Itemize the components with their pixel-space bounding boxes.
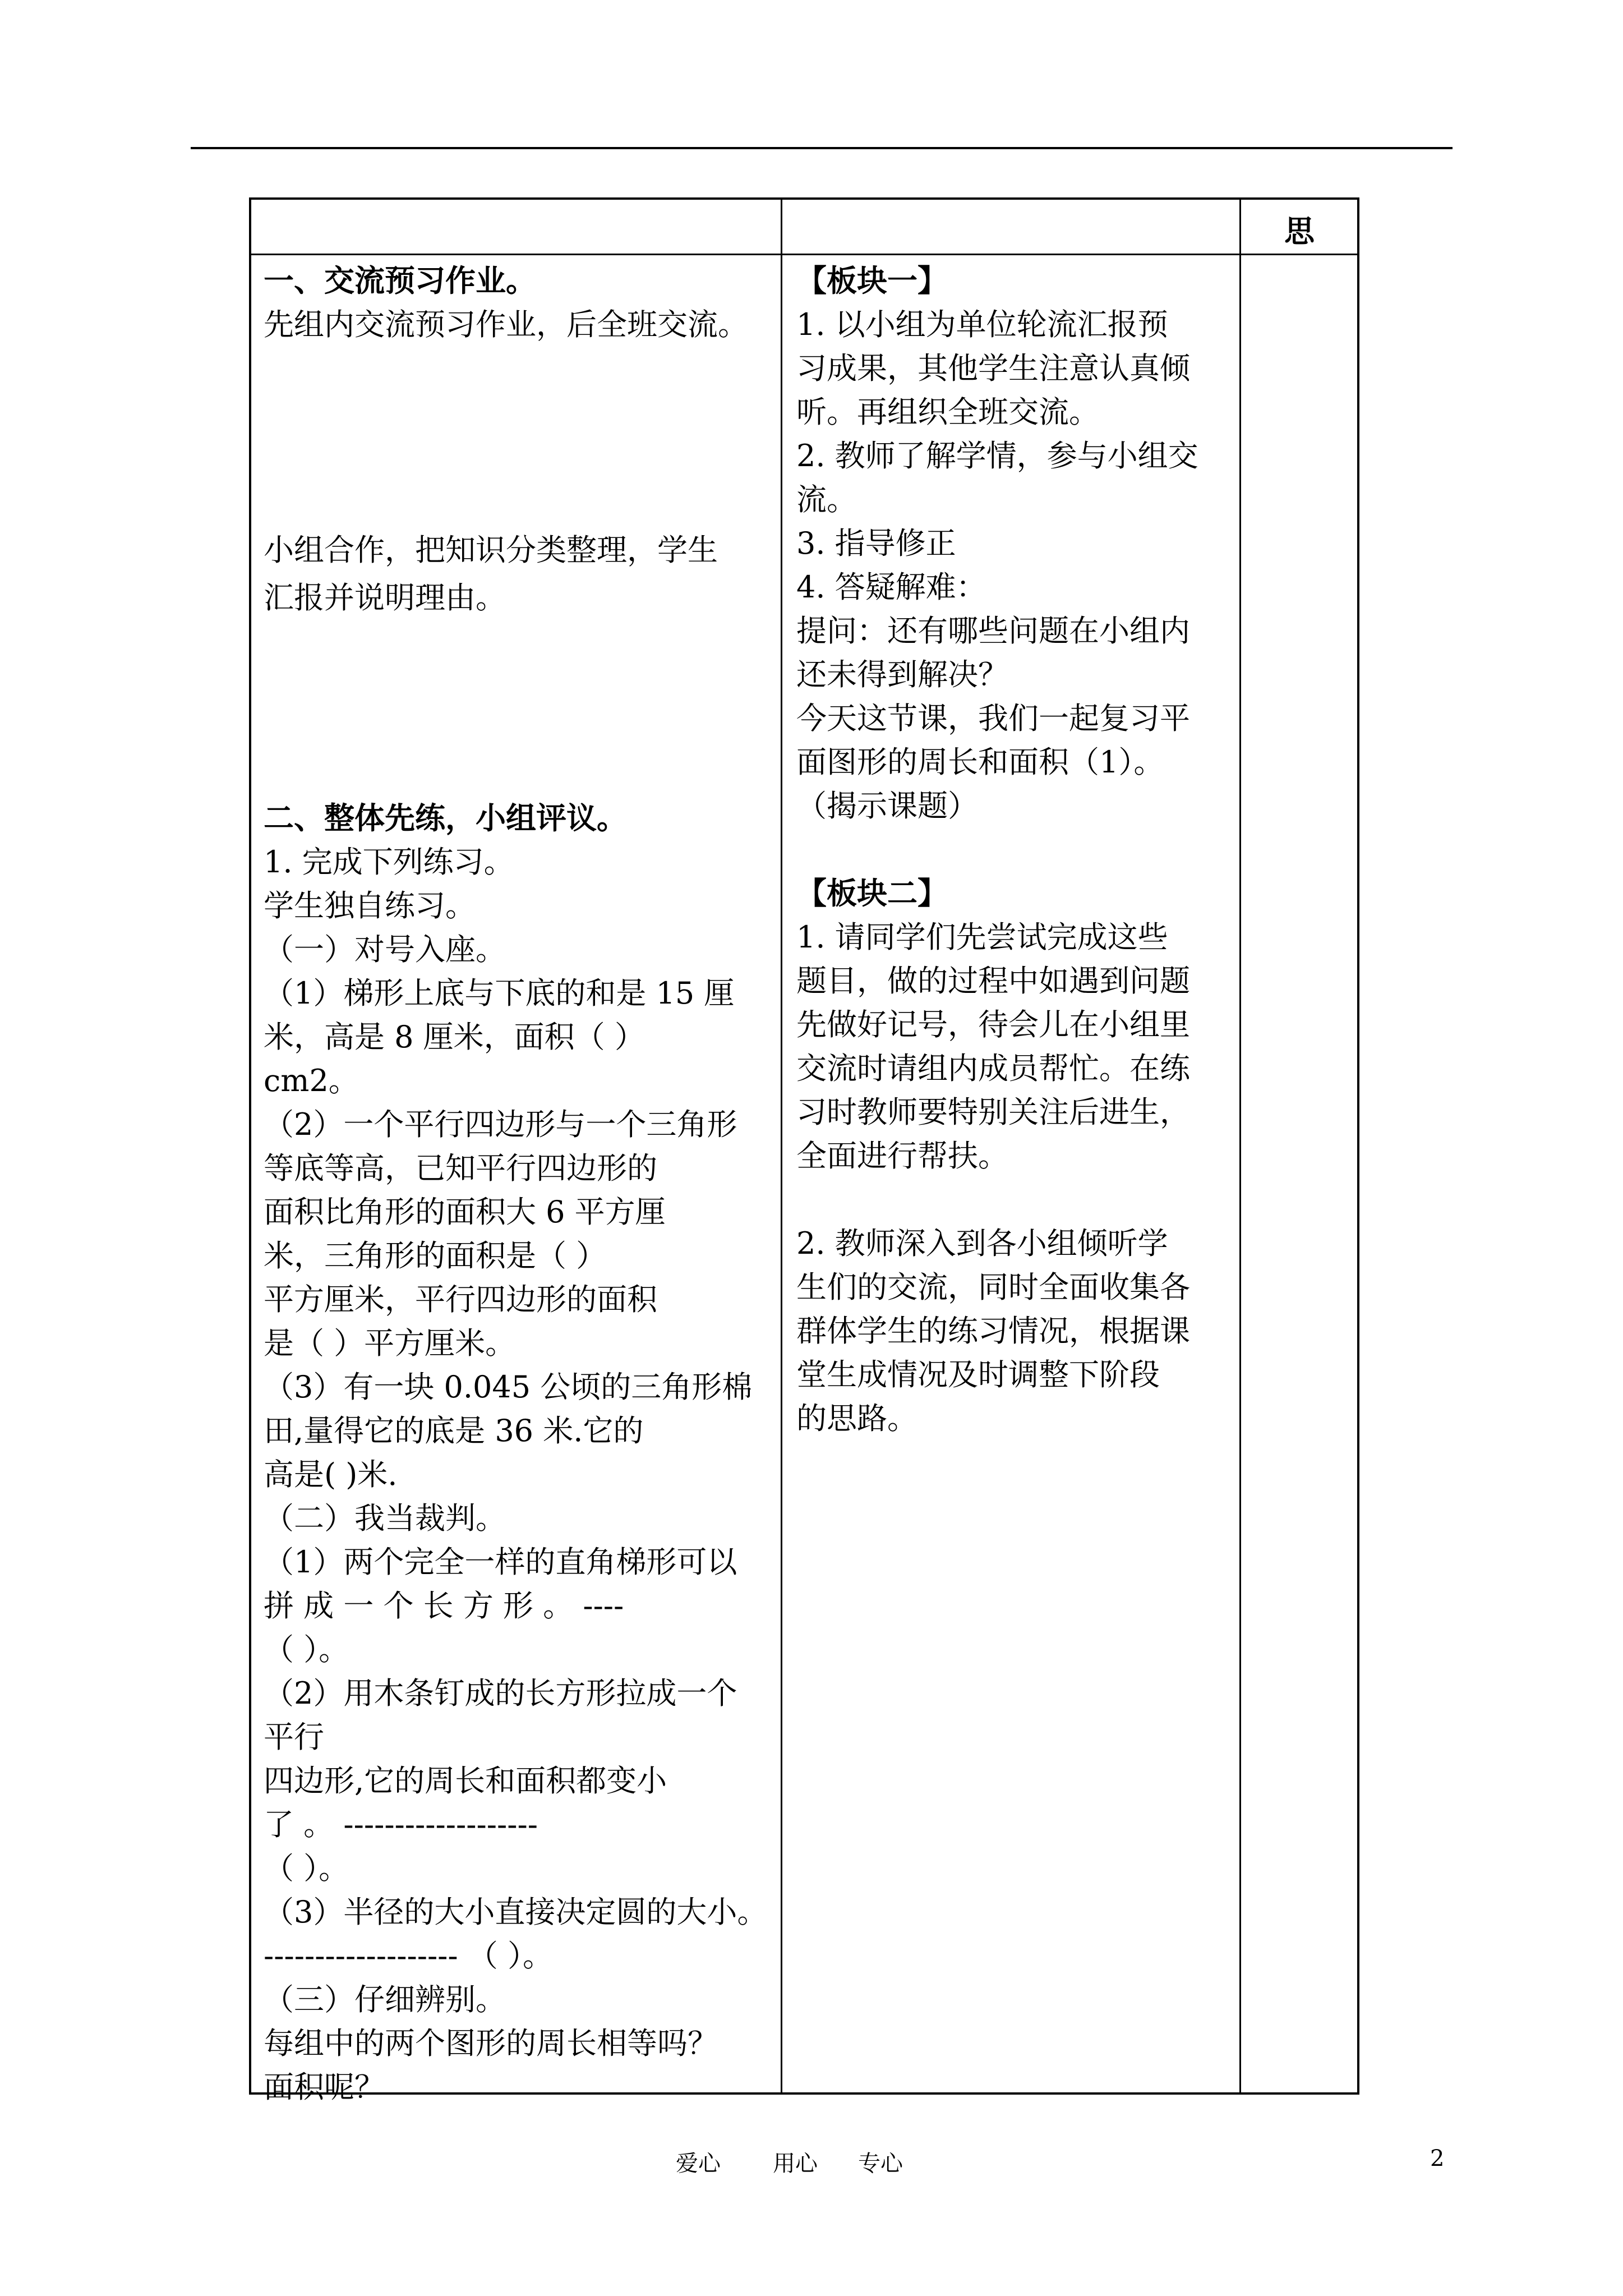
- right-column-line: 1. 以小组为单位轮流汇报预: [796, 307, 1168, 342]
- left-column-line: 拼 成 一 个 长 方 形 。 ----: [264, 1588, 624, 1623]
- page-number: 2: [1430, 2146, 1445, 2171]
- left-column-line: （2）用木条钉成的长方形拉成一个: [264, 1676, 737, 1711]
- right-column-line: 2. 教师了解学情，参与小组交: [796, 438, 1198, 473]
- header-rule: [191, 147, 1453, 149]
- left-column-line: 米，三角形的面积是（ ）: [264, 1238, 607, 1273]
- left-column-line: 田,量得它的底是 36 米.它的: [264, 1413, 644, 1448]
- left-column-line: 先组内交流预习作业，后全班交流。: [264, 307, 748, 342]
- left-column-line: （三）仔细辨别。: [264, 1982, 506, 2017]
- left-column-line: 每组中的两个图形的周长相等吗？: [264, 2026, 718, 2061]
- right-column-line: 1. 请同学们先尝试完成这些: [796, 919, 1168, 955]
- left-column-line: 汇报并说明理由。: [264, 580, 506, 615]
- left-column-line: 一、交流预习作业。: [264, 263, 536, 298]
- footer-focus: 专心: [858, 2151, 903, 2177]
- left-column-line: 1. 完成下列练习。: [264, 844, 514, 880]
- left-column-line: 等底等高，已知平行四边形的: [264, 1151, 657, 1186]
- left-column-line: 了 。 -------------------: [264, 1807, 538, 1842]
- right-column-line: 提问：还有哪些问题在小组内: [796, 613, 1190, 648]
- right-column-line: 听。再组织全班交流。: [796, 394, 1099, 430]
- left-column-line: 四边形,它的周长和面积都变小: [264, 1763, 667, 1798]
- right-column-line: 交流时请组内成员帮忙。在练: [796, 1051, 1190, 1086]
- left-column-line: cm2。: [264, 1063, 359, 1098]
- left-column-line: （2）一个平行四边形与一个三角形: [264, 1107, 737, 1142]
- right-column-line: 今天这节课，我们一起复习平: [796, 701, 1190, 736]
- right-column-line: 生们的交流，同时全面收集各: [796, 1269, 1190, 1305]
- right-column-line: 习时教师要特别关注后进生，: [796, 1094, 1190, 1130]
- left-column-line: 平行: [264, 1719, 324, 1755]
- left-column-line: （ ）。: [264, 1632, 349, 1667]
- right-column-line: 先做好记号，待会儿在小组里: [796, 1007, 1190, 1042]
- left-column-line: 高是( )米.: [264, 1457, 398, 1492]
- right-column-line: （揭示课题）: [796, 788, 978, 823]
- left-column-line: 米，高是 8 厘米，面积（ ）: [264, 1019, 645, 1055]
- left-column-line: 平方厘米，平行四边形的面积: [264, 1282, 657, 1317]
- left-column-line: （一）对号入座。: [264, 932, 506, 967]
- left-column-line: ------------------- （ ）。: [264, 1938, 554, 1973]
- left-column-line: （1）梯形上底与下底的和是 15 厘: [264, 976, 735, 1011]
- header-col3-label: 思: [1284, 214, 1315, 249]
- right-column-line: 【板块二】: [796, 876, 948, 911]
- right-column-line: 3. 指导修正: [796, 526, 956, 561]
- table-header-divider: [249, 254, 1359, 255]
- right-column-line: 【板块一】: [796, 263, 948, 298]
- footer-heart: 用心: [773, 2151, 818, 2177]
- column-divider-1: [781, 197, 782, 2095]
- right-column-line: 堂生成情况及时调整下阶段: [796, 1357, 1160, 1392]
- left-column-line: 小组合作，把知识分类整理，学生: [264, 532, 718, 568]
- left-column-line: 面积呢？: [264, 2069, 385, 2105]
- footer-love: 爱心: [676, 2151, 721, 2177]
- right-column-line: 的思路。: [796, 1401, 917, 1436]
- left-column-line: （1）两个完全一样的直角梯形可以: [264, 1544, 737, 1580]
- left-column-line: 二、整体先练，小组评议。: [264, 800, 627, 836]
- right-column-line: 2. 教师深入到各小组倾听学: [796, 1226, 1168, 1261]
- right-column-line: 面图形的周长和面积（1）。: [796, 744, 1164, 780]
- left-column-line: （3）半径的大小直接决定圆的大小。: [264, 1894, 768, 1930]
- right-column-line: 还未得到解决？: [796, 657, 1008, 692]
- right-column-line: 题目，做的过程中如遇到问题: [796, 963, 1190, 999]
- left-column-line: 是（ ）平方厘米。: [264, 1326, 516, 1361]
- right-column-line: 群体学生的练习情况，根据课: [796, 1313, 1190, 1349]
- left-column-line: 面积比角形的面积大 6 平方厘: [264, 1194, 666, 1230]
- left-column-line: 学生独自练习。: [264, 888, 476, 923]
- right-column-line: 习成果，其他学生注意认真倾: [796, 351, 1190, 386]
- left-column-line: （3）有一块 0.045 公顷的三角形棉: [264, 1369, 753, 1405]
- right-column-line: 4. 答疑解难：: [796, 569, 986, 605]
- right-column-line: 全面进行帮扶。: [796, 1138, 1008, 1174]
- right-column-line: 流。: [796, 482, 857, 517]
- left-column-line: （ ）。: [264, 1851, 349, 1886]
- column-divider-2: [1239, 197, 1241, 2095]
- left-column-line: （二）我当裁判。: [264, 1501, 506, 1536]
